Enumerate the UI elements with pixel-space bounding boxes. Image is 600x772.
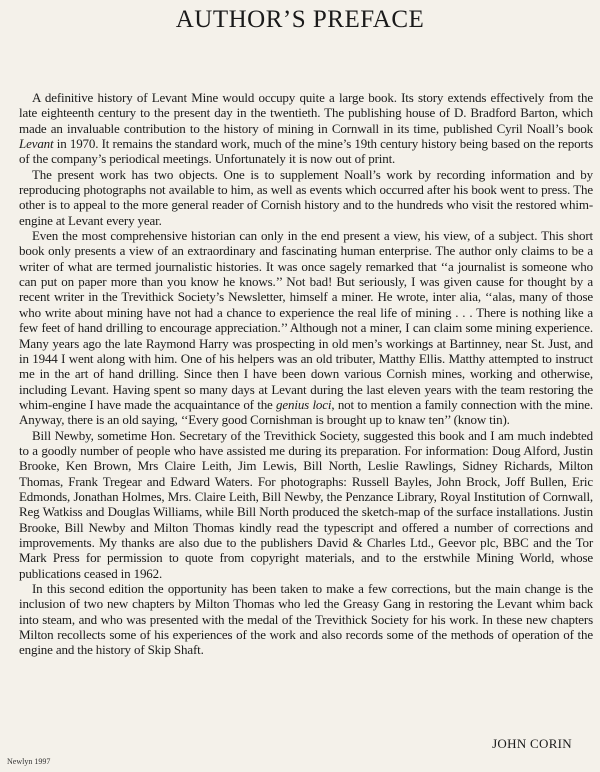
paragraph-2 [19,167,593,228]
author-signature: JOHN CORIN [492,736,572,751]
paragraph-4-text: Bill Newby, sometime Hon. Secretary of the Trevithick Society, suggested this book and I am much indebted to a goodly number of people who have assisted me during its preparation. For information: Doug Alford, Justin Brooke, Ken Brown, Mrs Claire Leith, Jim Lewis, Bill North, Leslie Rawlings, Sidney Richards, Milton Thomas, Frank Tregear and Edward Waters. For photographs: Russell Bayles, John Brock, Joff Bullen, Eric Edmonds, Jonathan Holmes, Mrs. Claire Leith, Bill Newby, the Penzance Library, Royal Institution of Cornwall, Reg Watkiss and Douglas Williams, while Bill North produced the sketch-map of the surface installations. Justin Brooke, Bill Newby and Milton Thomas kindly read the typescript and offered a number of corrections and improvements. My thanks are also due to the publishers David & Charles Ltd., Geevor plc, BBC and the Tor Mark Press for permission to quote from copyright materials, and to the erstwhile Mining World, whose publications ceased in 1962. [19,427,593,581]
paragraph-1-text-b: in 1970. It remains the standard work, much of the mine’s 19th century history being based on the reports of the company’s periodical meetings. Unfortunately it is now out of print. [19,136,593,167]
paragraph-5-text: In this second edition the opportunity has been taken to make a few corrections, but the main change is the inclusion of two new chapters by Milton Thomas who led the Greasy Gang in restoring the Levant whim back into steam, and who was presented with the medal of the Trevithick Society for his work. In these new chapters Milton recollects some of his experiences of the work and also records some of the methods of operation of the engine and the history of Skip Shaft. [19,581,593,658]
preface-body [19,90,593,658]
paragraph-3-text-a: Even the most comprehensive historian can only in the end present a view, his view, of a subject. This short book only presents a view of an extraordinary and fascinating human enterprise. The author only claims to be a writer of what are termed journalistic histories. It was once sagely remarked that ‘‘a journalist is someone who can put on paper more than you know he knows.’’ Not bad! But seriously, I was given cause for thought by a recent writer in the Trevithick Society’s Newsletter, himself a miner. He wrote, inter alia, ‘‘alas, many of those who write about mining have not had a chance to experience the real life of mining . . . There is nothing like a few feet of hand drilling to encourage appreciation.’’ Although not a miner, I can claim some mining experience. Many years ago the late Raymond Harry was prospecting in old men’s workings at Bartinney, near St. Just, and in 1944 I went along with him. One of his helpers was an old tributer, Matthy Ellis. Matthy attempted to instruct me in the art of hand drilling. Since then I have been down various Cornish mines, working and otherwise, including Levant. Having spent so many days at Levant during the last eleven years with the team restoring the whim-engine I have made the acquaintance of the [19,228,593,412]
page-title: AUTHOR’S PREFACE [175,6,425,33]
paragraph-1-text-a: A definitive history of Levant Mine would occupy quite a large book. Its story extends effectively from the late eighteenth century to the present day in the twentieth. The publishing house of D. Bradford Barton, which made an invaluable contribution to the history of mining in Cornwall in its time, published Cyril Noall’s book [19,90,593,136]
paragraph-3-text-b: , not to mention a family connection with the mine. Anyway, there is an old saying, ‘‘Every good Cornishman is brought up to knaw ten’’ (know tin). [19,396,593,428]
paragraph-2-text: The present work has two objects. One is to supplement Noall’s work by recording information and by reproducing photographs not available to him, as well as events which occurred after his book went to press. The other is to appeal to the more general reader of Cornish history and to the hundreds who visit the restored whim-engine at Levant every year. [19,166,593,228]
paragraph-3 [19,228,593,427]
genius-loci-italic: genius loci [276,396,332,412]
place-date: Newlyn 1997 [7,757,51,766]
book-title-levant: Levant [19,136,54,152]
paragraph-4 [19,428,593,581]
paragraph-5 [19,581,593,658]
paragraph-1 [19,90,593,167]
